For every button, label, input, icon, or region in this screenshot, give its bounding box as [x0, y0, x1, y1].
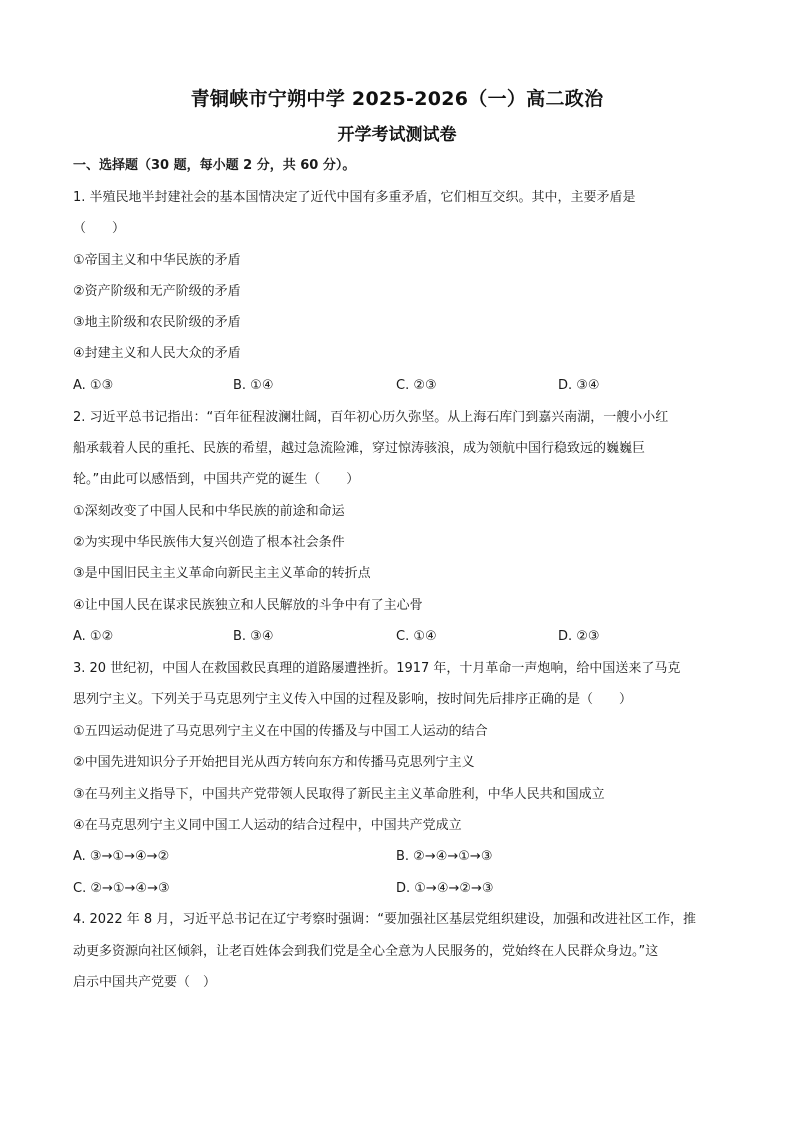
question-3-item-2: ②中国先进知识分子开始把目光从西方转向东方和传播马克思列宁主义 — [73, 755, 475, 770]
question-3-option-b[interactable]: B. ②→④→①→③ — [396, 849, 493, 864]
question-2-item-2: ②为实现中华民族伟大复兴创造了根本社会条件 — [73, 535, 345, 550]
question-1-item-3: ③地主阶级和农民阶级的矛盾 — [73, 315, 241, 330]
question-3-option-c[interactable]: C. ②→①→④→③ — [73, 881, 170, 896]
question-3-item-4: ④在马克思列宁主义同中国工人运动的结合过程中，中国共产党成立 — [73, 818, 462, 833]
question-1-option-a[interactable]: A. ①③ — [73, 378, 114, 393]
question-4-stem-line-2: 动更多资源向社区倾斜，让老百姓体会到我们党是全心全意为人民服务的，党始终在人民群众身边。”这 — [73, 944, 659, 959]
question-3-stem-line-2: 思列宁主义。下列关于马克思列宁主义传入中国的过程及影响，按时间先后排序正确的是（ ） — [73, 692, 633, 707]
exam-title: 青铜峡市宁朔中学 2025-2026（一）高二政治 — [190, 88, 604, 110]
question-3-item-1: ①五四运动促进了马克思列宁主义在中国的传播及与中国工人运动的结合 — [73, 724, 488, 739]
question-1-item-1: ①帝国主义和中华民族的矛盾 — [73, 253, 241, 268]
question-3-option-a[interactable]: A. ③→①→④→② — [73, 849, 170, 864]
question-4-stem-line-1: 4. 2022 年 8 月，习近平总书记在辽宁考察时强调：“要加强社区基层党组织建设，加强和改进社区工作，推 — [73, 912, 697, 927]
question-2-item-4: ④让中国人民在谋求民族独立和人民解放的斗争中有了主心骨 — [73, 598, 423, 613]
question-1-item-4: ④封建主义和人民大众的矛盾 — [73, 346, 241, 361]
exam-subtitle: 开学考试测试卷 — [337, 125, 457, 145]
question-4-stem-line-3: 启示中国共产党要（ ） — [73, 975, 217, 990]
question-3-item-3: ③在马列主义指导下，中国共产党带领人民取得了新民主主义革命胜利，中华人民共和国成立 — [73, 787, 605, 802]
question-1-item-2: ②资产阶级和无产阶级的矛盾 — [73, 284, 241, 299]
question-2-option-c[interactable]: C. ①④ — [396, 629, 437, 644]
question-2-item-1: ①深刻改变了中国人民和中华民族的前途和命运 — [73, 504, 345, 519]
question-1-answer-blank: （ ） — [73, 221, 126, 236]
question-1-option-c[interactable]: C. ②③ — [396, 378, 437, 393]
question-3-option-d[interactable]: D. ①→④→②→③ — [396, 881, 494, 896]
question-1-stem-line-1: 1. 半殖民地半封建社会的基本国情决定了近代中国有多重矛盾，它们相互交织。其中，主要矛盾是 — [73, 190, 636, 205]
question-2-option-b[interactable]: B. ③④ — [233, 629, 274, 644]
question-1-option-d[interactable]: D. ③④ — [558, 378, 600, 393]
question-2-stem-line-3: 轮。”由此可以感悟到，中国共产党的诞生（ ） — [73, 472, 360, 487]
question-2-stem-line-2: 船承载着人民的重托、民族的希望，越过急流险滩，穿过惊涛骇浪，成为领航中国行稳致远的巍巍巨 — [73, 441, 646, 456]
question-2-item-3: ③是中国旧民主主义革命向新民主主义革命的转折点 — [73, 566, 371, 581]
question-3-stem-line-1: 3. 20 世纪初，中国人在救国救民真理的道路屡遭挫折。1917 年，十月革命一声炮响，给中国送来了马克 — [73, 661, 681, 676]
question-1-option-b[interactable]: B. ①④ — [233, 378, 274, 393]
question-2-stem-line-1: 2. 习近平总书记指出：“百年征程波澜壮阔，百年初心历久弥坚。从上海石库门到嘉兴南湖，一艘小小红 — [73, 410, 669, 425]
question-2-option-d[interactable]: D. ②③ — [558, 629, 600, 644]
question-2-option-a[interactable]: A. ①② — [73, 629, 114, 644]
section-heading: 一、选择题（30 题，每小题 2 分，共 60 分）。 — [73, 158, 356, 173]
